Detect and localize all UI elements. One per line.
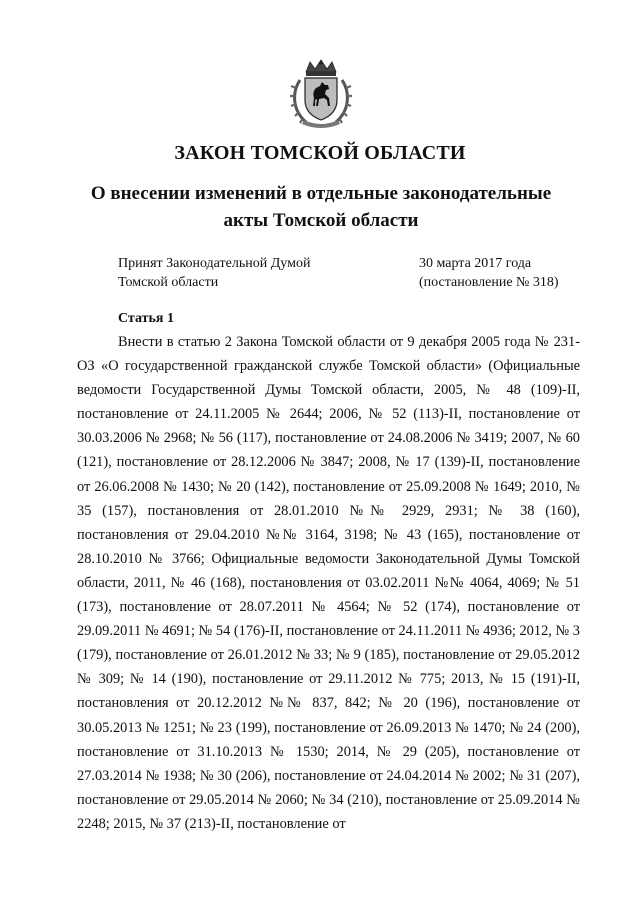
adoption-body-line-2: Томской области	[118, 275, 219, 290]
adoption-date-value: 30 марта 2017 года	[419, 256, 532, 271]
law-subtitle-line-1: О внесении изменений в отдельные законодательные	[90, 183, 552, 204]
law-subtitle	[60, 180, 582, 234]
adoption-date	[419, 254, 559, 292]
adoption-body-line-1: Принят Законодательной Думой	[118, 256, 311, 271]
resolution-number: (постановление № 318)	[419, 275, 559, 290]
article-body-text: Внести в статью 2 Закона Томской области от 9 декабря 2005 года № 231-ОЗ «О государственной гражданской службе Томской области» (Официальные ведомости Государственной Думы Томской области, 2005, № 48 (109)-II, постановление от 24.11.2005 № 2644; 2006, № 52 (113)-II, постановление от 30.03.2006 № 2968; № 56 (117), постановление от 24.08.2006 № 3419; 2007, № 60 (121), постановление от 28.12.2006 № 3847; 2008, № 17 (139)-II, постановление от 26.06.2008 № 1430; № 20 (142), постановление от 25.09.2008 № 1649; 2010, № 35 (157), постановления от 28.01.2010 №№ 2929, 2931; № 38 (160), постановления от 29.04.2010 №№ 3164, 3198; № 43 (165), постановление от 28.10.2010 № 3766; Официальные ведомости Законодательной Думы Томской области, 2011, № 46 (168), постановления от 03.02.2011 №№ 4064, 4069; № 51 (173), постановление от 28.07.2011 № 4564; № 52 (174), постановление от 29.09.2011 № 4691; № 54 (176)-II, постановление от 24.11.2011 № 4936; 2012, № 3 (179), постановление от 26.01.2012 № 33; № 9 (185), постановление от 29.05.2012 № 309; № 14 (190), постановление от 29.11.2012 № 775; 2013, № 15 (191)-II, постановления от 20.12.2012 №№ 837, 842; № 20 (196), постановление от 30.05.2013 № 1251; № 23 (199), постановление от 26.09.2013 № 1470; № 24 (200), постановление от 31.10.2013 № 1530; 2014, № 29 (205), постановление от 27.03.2014 № 1938; № 30 (206), постановление от 24.04.2014 № 2002; № 31 (207), постановление от 29.05.2014 № 2060; № 34 (210), постановление от 25.09.2014 № 2248; 2015, № 37 (213)-II, постановление от	[77, 334, 580, 832]
coat-of-arms-icon	[288, 58, 354, 128]
law-title: ЗАКОН ТОМСКОЙ ОБЛАСТИ	[174, 142, 466, 164]
adoption-body	[118, 254, 310, 292]
article-heading: Статья 1	[118, 311, 174, 326]
law-subtitle-line-2: акты Томской области	[223, 210, 419, 231]
